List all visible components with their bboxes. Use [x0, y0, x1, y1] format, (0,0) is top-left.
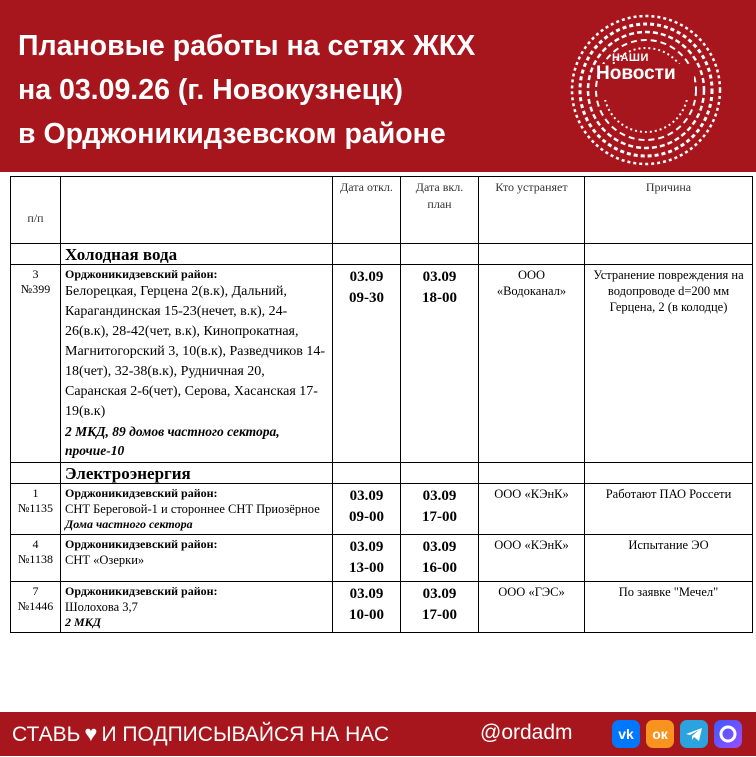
- district-label: Орджоникидзевский район:: [65, 584, 218, 598]
- off-time: 13-00: [349, 560, 384, 576]
- executor: ООО «Водоканал»: [479, 265, 585, 463]
- on-date: 03.09: [422, 269, 457, 285]
- executor: ООО «ГЭС»: [479, 582, 585, 633]
- section-row-water: [11, 244, 753, 265]
- district-label: Орджоникидзевский район:: [65, 486, 218, 500]
- title-line-3: в Орджоникидзевском районе: [18, 118, 446, 150]
- on-time: 18-00: [422, 290, 457, 306]
- account-handle[interactable]: @ordadm: [480, 721, 573, 744]
- off-time: 09-30: [349, 290, 384, 306]
- row-id: №1135: [17, 501, 53, 515]
- executor: ООО «КЭнК»: [479, 535, 585, 582]
- section-row-electricity: [11, 463, 753, 484]
- cta-part-2: И ПОДПИСЫВАЙСЯ НА НАС: [101, 723, 389, 746]
- vk-icon[interactable]: vk: [612, 720, 640, 748]
- off-date: 03.09: [349, 488, 384, 504]
- header-address: [61, 177, 333, 244]
- header-banner: [0, 0, 756, 172]
- heart-icon: ♥: [84, 721, 98, 746]
- table-row: [11, 535, 753, 582]
- table-header-row: [11, 177, 753, 244]
- row-num: 1: [32, 486, 39, 500]
- subscribe-cta: [12, 721, 389, 747]
- on-time: 17-00: [422, 607, 457, 623]
- on-date: 03.09: [422, 488, 457, 504]
- cta-part-1: СТАВЬ: [12, 723, 81, 746]
- logo-text-big: Новости: [596, 63, 676, 84]
- max-icon[interactable]: [714, 720, 742, 748]
- news-logo-icon: [568, 12, 724, 168]
- row-num: 7: [32, 584, 39, 598]
- table-row: [11, 484, 753, 535]
- row-num: 3: [32, 267, 39, 281]
- telegram-icon[interactable]: [680, 720, 708, 748]
- address-note: Дома частного сектора: [65, 517, 193, 531]
- on-time: 16-00: [422, 560, 457, 576]
- off-time: 09-00: [349, 509, 384, 525]
- row-num: 4: [32, 537, 39, 551]
- row-id: №1446: [17, 599, 54, 613]
- address-text: Белорецкая, Герцена 2(в.к), Дальний, Карагандинская 15-23(нечет, в.к), 24-26(в.к), 28-42(чет, в.к), Кинопрокатная, Магнитогорский 3, 10(в.к), Разведчиков 14-18(чет), 32-38(в.к), Рудничная 20, Саранская 2-6(чет), Серова, Хасанская 17-19(в.к): [65, 284, 326, 419]
- address-text: Шолохова 3,7: [65, 600, 138, 614]
- table-row: [11, 265, 753, 463]
- off-time: 10-00: [349, 607, 384, 623]
- works-table: [10, 176, 753, 633]
- off-date: 03.09: [349, 269, 384, 285]
- header-executor: Кто устраняет: [479, 177, 585, 244]
- address-note: 2 МКД, 89 домов частного сектора, прочие-10: [65, 424, 280, 458]
- on-time: 17-00: [422, 509, 457, 525]
- header-reason: Причина: [585, 177, 753, 244]
- header-on-date: Дата вкл. план: [401, 177, 479, 244]
- district-label: Орджоникидзевский район:: [65, 537, 218, 551]
- section-title: Холодная вода: [61, 244, 333, 265]
- address-text: СНТ Береговой-1 и стороннее СНТ Приозёрное: [65, 502, 320, 516]
- address-note: 2 МКД: [65, 615, 102, 629]
- header-off-date: Дата откл.: [333, 177, 401, 244]
- row-id: №399: [20, 282, 51, 296]
- header-num: п/п: [11, 177, 61, 244]
- title-line-1: Плановые работы на сетях ЖКХ: [18, 30, 476, 62]
- reason: Устранение повреждения на водопроводе d=200 мм Герцена, 2 (в колодце): [585, 265, 753, 463]
- odnoklassniki-icon[interactable]: ок: [646, 720, 674, 748]
- reason: Испытание ЭО: [585, 535, 753, 582]
- row-id: №1138: [17, 552, 53, 566]
- logo-text-small: НАШИ: [612, 52, 649, 64]
- executor: ООО «КЭнК»: [479, 484, 585, 535]
- off-date: 03.09: [349, 586, 384, 602]
- table-row: [11, 582, 753, 633]
- on-date: 03.09: [422, 539, 457, 555]
- on-date: 03.09: [422, 586, 457, 602]
- address-text: СНТ «Озерки»: [65, 553, 145, 567]
- section-title: Электроэнергия: [61, 463, 333, 484]
- footer-banner: [0, 712, 756, 756]
- page-title: [18, 24, 558, 156]
- reason: Работают ПАО Россети: [585, 484, 753, 535]
- title-line-2: на 03.09.26 (г. Новокузнецк): [18, 74, 403, 106]
- off-date: 03.09: [349, 539, 384, 555]
- reason: По заявке "Мечел": [585, 582, 753, 633]
- district-label: Орджоникидзевский район:: [65, 267, 218, 281]
